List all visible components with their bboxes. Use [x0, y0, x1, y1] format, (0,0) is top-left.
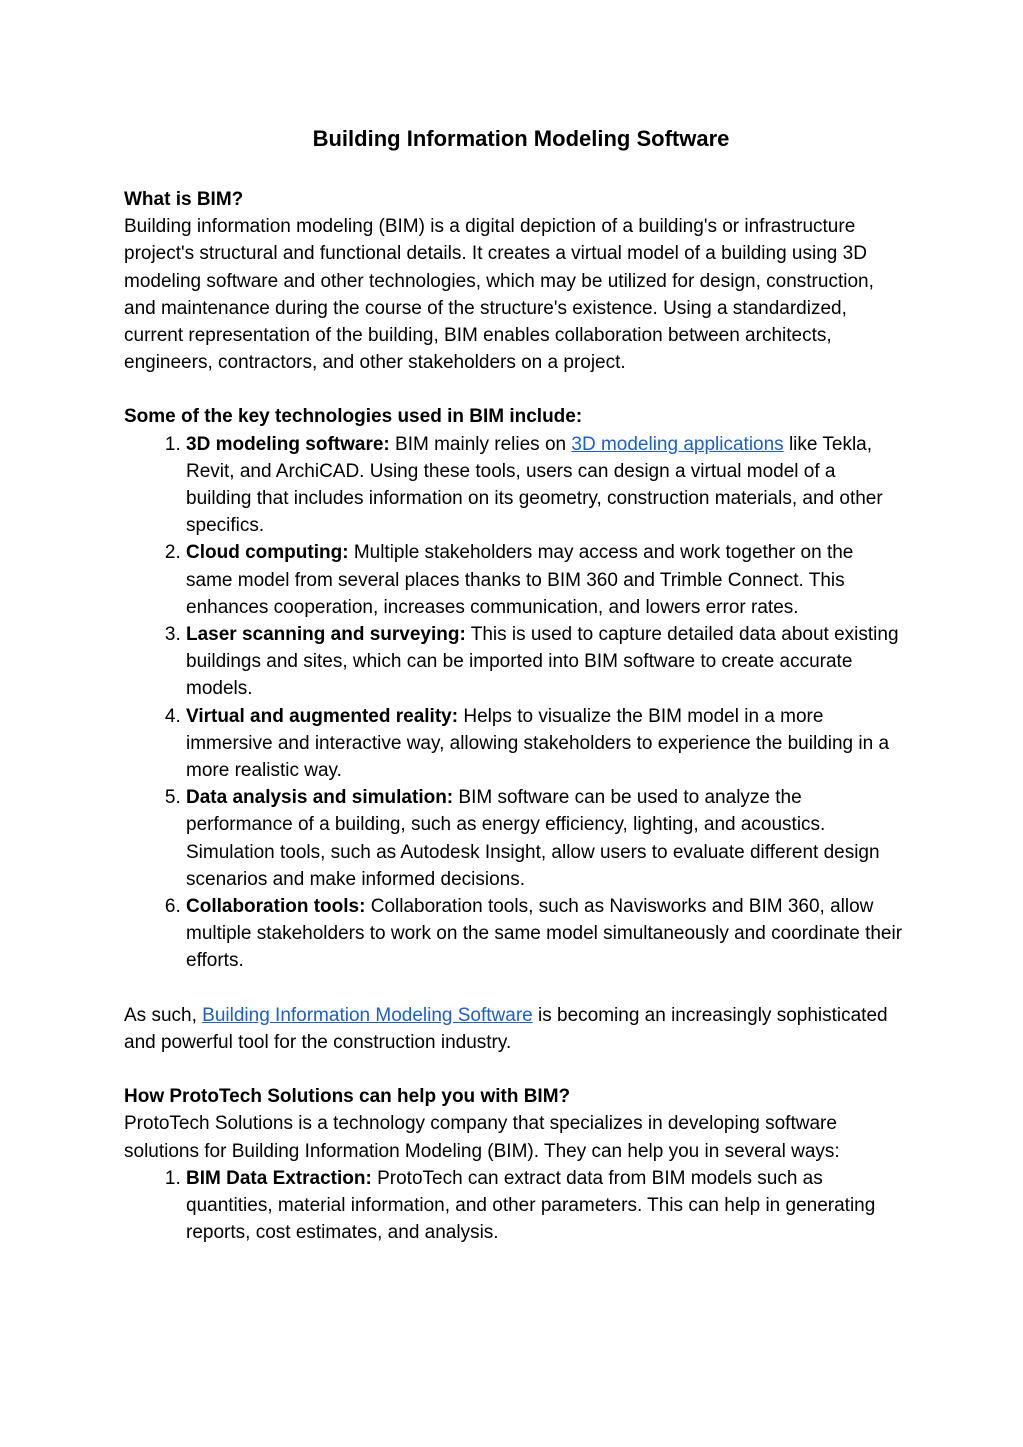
spacer: [124, 1056, 904, 1083]
list-item-term: Virtual and augmented reality:: [186, 705, 459, 727]
list-item: [186, 1165, 904, 1247]
list-item-text: BIM software can be used to analyze the performance of a building, such as energy efficiency, lighting, and acoustics. Simulation tools, such as Autodesk Insight, allow users to evaluate different design scenarios and make informed decisions.: [186, 787, 880, 890]
list-item-term: Data analysis and simulation:: [186, 787, 454, 809]
list-item: [186, 703, 904, 785]
list-item: [186, 621, 904, 703]
spacer: [124, 975, 904, 1002]
prototech-list: [124, 1165, 904, 1247]
list-item-text: BIM mainly relies on: [395, 433, 567, 455]
3d-modeling-applications-link[interactable]: 3D modeling applications: [571, 433, 784, 455]
conclusion-text: is becoming an increasingly sophisticated and powerful tool for the construction industry.: [124, 1004, 888, 1053]
what-is-bim-heading: What is BIM?: [124, 189, 244, 210]
bim-software-link[interactable]: Building Information Modeling Software: [202, 1004, 533, 1026]
list-item: [186, 784, 904, 893]
page-title: Building Information Modeling Software: [312, 126, 730, 151]
list-item-term: Laser scanning and surveying:: [186, 624, 466, 646]
prototech-paragraph: ProtoTech Solutions is a technology company that specializes in developing software solutions for Building Information Modeling (BIM). They can help you in several ways:: [124, 1113, 840, 1162]
conclusion-paragraph: [124, 1002, 904, 1056]
list-item-term: BIM Data Extraction:: [186, 1167, 372, 1189]
spacer: [124, 376, 904, 403]
list-item-text: This is used to capture detailed data about existing buildings and sites, which can be imported into BIM software to create accurate models.: [186, 624, 899, 700]
list-item-text: Multiple stakeholders may access and work together on the same model from several places thanks to BIM 360 and Trimble Connect. This enhances cooperation, increases communication, and lowers error rates.: [186, 542, 854, 618]
conclusion-text: As such,: [124, 1004, 197, 1026]
list-item-text: Helps to visualize the BIM model in a more immersive and interactive way, allowing stakeholders to experience the building in a more realistic way.: [186, 705, 890, 782]
list-item-term: 3D modeling software:: [186, 433, 390, 455]
list-item-term: Cloud computing:: [186, 542, 349, 564]
list-item-text: ProtoTech can extract data from BIM models such as quantities, material information, and other parameters. This can help in generating reports, cost estimates, and analysis.: [186, 1167, 876, 1244]
technologies-heading: Some of the key technologies used in BIM include:: [124, 406, 583, 428]
list-item: [186, 893, 904, 975]
document-page: [124, 122, 904, 1246]
list-item: [186, 431, 904, 540]
list-item-text: Collaboration tools, such as Navisworks and BIM 360, allow multiple stakeholders to work on the same model simultaneously and coordinate their efforts.: [186, 896, 903, 972]
prototech-heading: How ProtoTech Solutions can help you with BIM?: [124, 1086, 571, 1108]
technologies-list: [124, 431, 904, 975]
list-item-text: like Tekla, Revit, and ArchiCAD. Using these tools, users can design a virtual model of a building that includes information on its geometry, construction materials, and other specifics.: [186, 433, 883, 537]
list-item-term: Collaboration tools:: [186, 896, 366, 918]
list-item: [186, 539, 904, 621]
what-is-bim-paragraph: Building information modeling (BIM) is a digital depiction of a building's or infrastructure project's structural and functional details. It creates a virtual model of a building using 3D modeling software and other technologies, which may be utilized for design, construction, and maintenance during the course of the structure's existence. Using a standardized, current representation of the building, BIM enables collaboration between architects, engineers, contractors, and other stakeholders on a project.: [124, 216, 874, 374]
